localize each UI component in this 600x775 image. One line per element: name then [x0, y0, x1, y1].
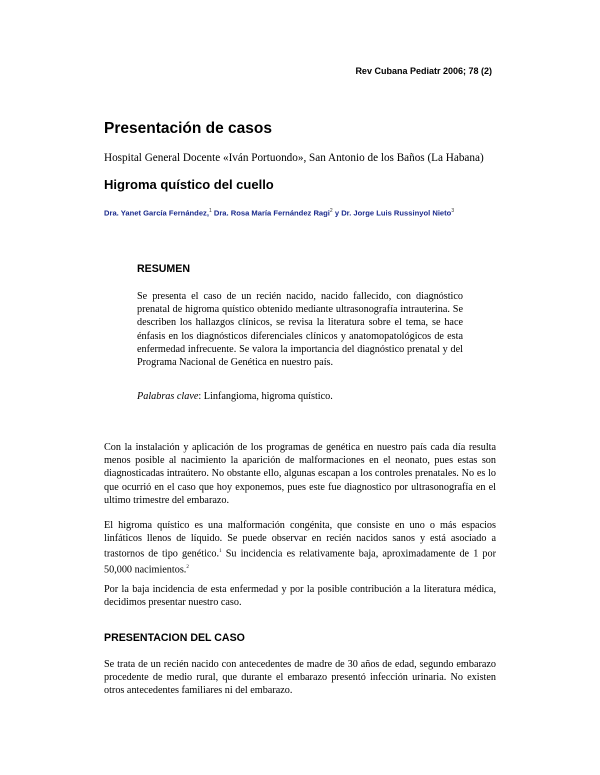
keywords-label: Palabras clave: [137, 391, 199, 402]
body-paragraph: [104, 519, 496, 577]
article-title: Higroma quístico del cuello: [104, 177, 274, 192]
paragraph-text: Su incidencia es relativamente baja, aproximadamente de 1 por 50,000 nacimientos.: [104, 548, 497, 576]
paragraph-text: El higroma quístico es una malformación congénita, que consiste en uno o más espacios linfáticos llenos de líquido. Se puede observar en recién nacidos sanos y está asociado a trastornos de tipo genético.: [104, 520, 496, 560]
keywords-list: : Linfangioma, higroma quístico.: [198, 391, 333, 402]
author-name: Dra. Rosa María Fernández Ragi: [213, 208, 330, 218]
body-paragraph: Con la instalación y aplicación de los programas de genética en nuestro país cada día resulta menos posible al nacimiento la aparición de malformaciones en el neonato, pues estas son diagnosticadas intraútero. No obstante ello, algunas escapan a los controles prenatales. No es lo que ocurrió en el caso que hoy exponemos, pues este fue diagnostico por ultrasonografía en el ultimo trimestre del embarazo.: [104, 442, 496, 506]
author-name: Dr. Jorge Luis Russinyol Nieto: [341, 208, 452, 218]
author-affiliation-marker: 2: [329, 208, 333, 214]
keywords: [137, 390, 463, 403]
case-heading: PRESENTACION DEL CASO: [104, 632, 245, 644]
section-title: Presentación de casos: [104, 120, 272, 137]
abstract-heading: RESUMEN: [137, 263, 190, 275]
author-affiliation-marker: 1: [208, 208, 212, 214]
body-paragraph: Por la baja incidencia de esta enfermedad y por la posible contribución a la literatura médica, decidimos presentar nuestro caso.: [104, 584, 496, 609]
author-affiliation-marker: 3: [451, 208, 455, 214]
author-list: [104, 206, 504, 219]
affiliation: Hospital General Docente «Iván Portuondo», San Antonio de los Baños (La Habana): [104, 152, 484, 164]
citation-marker: 1: [219, 549, 222, 555]
journal-reference: Rev Cubana Pediatr 2006; 78 (2): [355, 66, 492, 76]
abstract-text: Se presenta el caso de un recién nacido, nacido fallecido, con diagnóstico prenatal de higroma quístico obtenido mediante ultrasonografía intrauterina. Se describen los hallazgos clínicos, se revisa la literatura sobre el tema, se hace énfasis en los diagnósticos diferenciales clínicos y anatomopatológicos de esta enfermedad infrecuente. Se valora la importancia del diagnóstico prenatal y del Programa Nacional de Genética en nuestro país.: [137, 291, 463, 369]
author-name: Dra. Yanet García Fernández,: [104, 208, 209, 218]
body-paragraph: Se trata de un recién nacido con antecedentes de madre de 30 años de edad, segundo embarazo procedente de medio rural, que durante el embarazo presentó infección urinaria. No existen otros antecedentes familiares ni del embarazo.: [104, 659, 496, 697]
citation-marker: 2: [186, 565, 189, 570]
author-connector: y: [334, 208, 340, 218]
